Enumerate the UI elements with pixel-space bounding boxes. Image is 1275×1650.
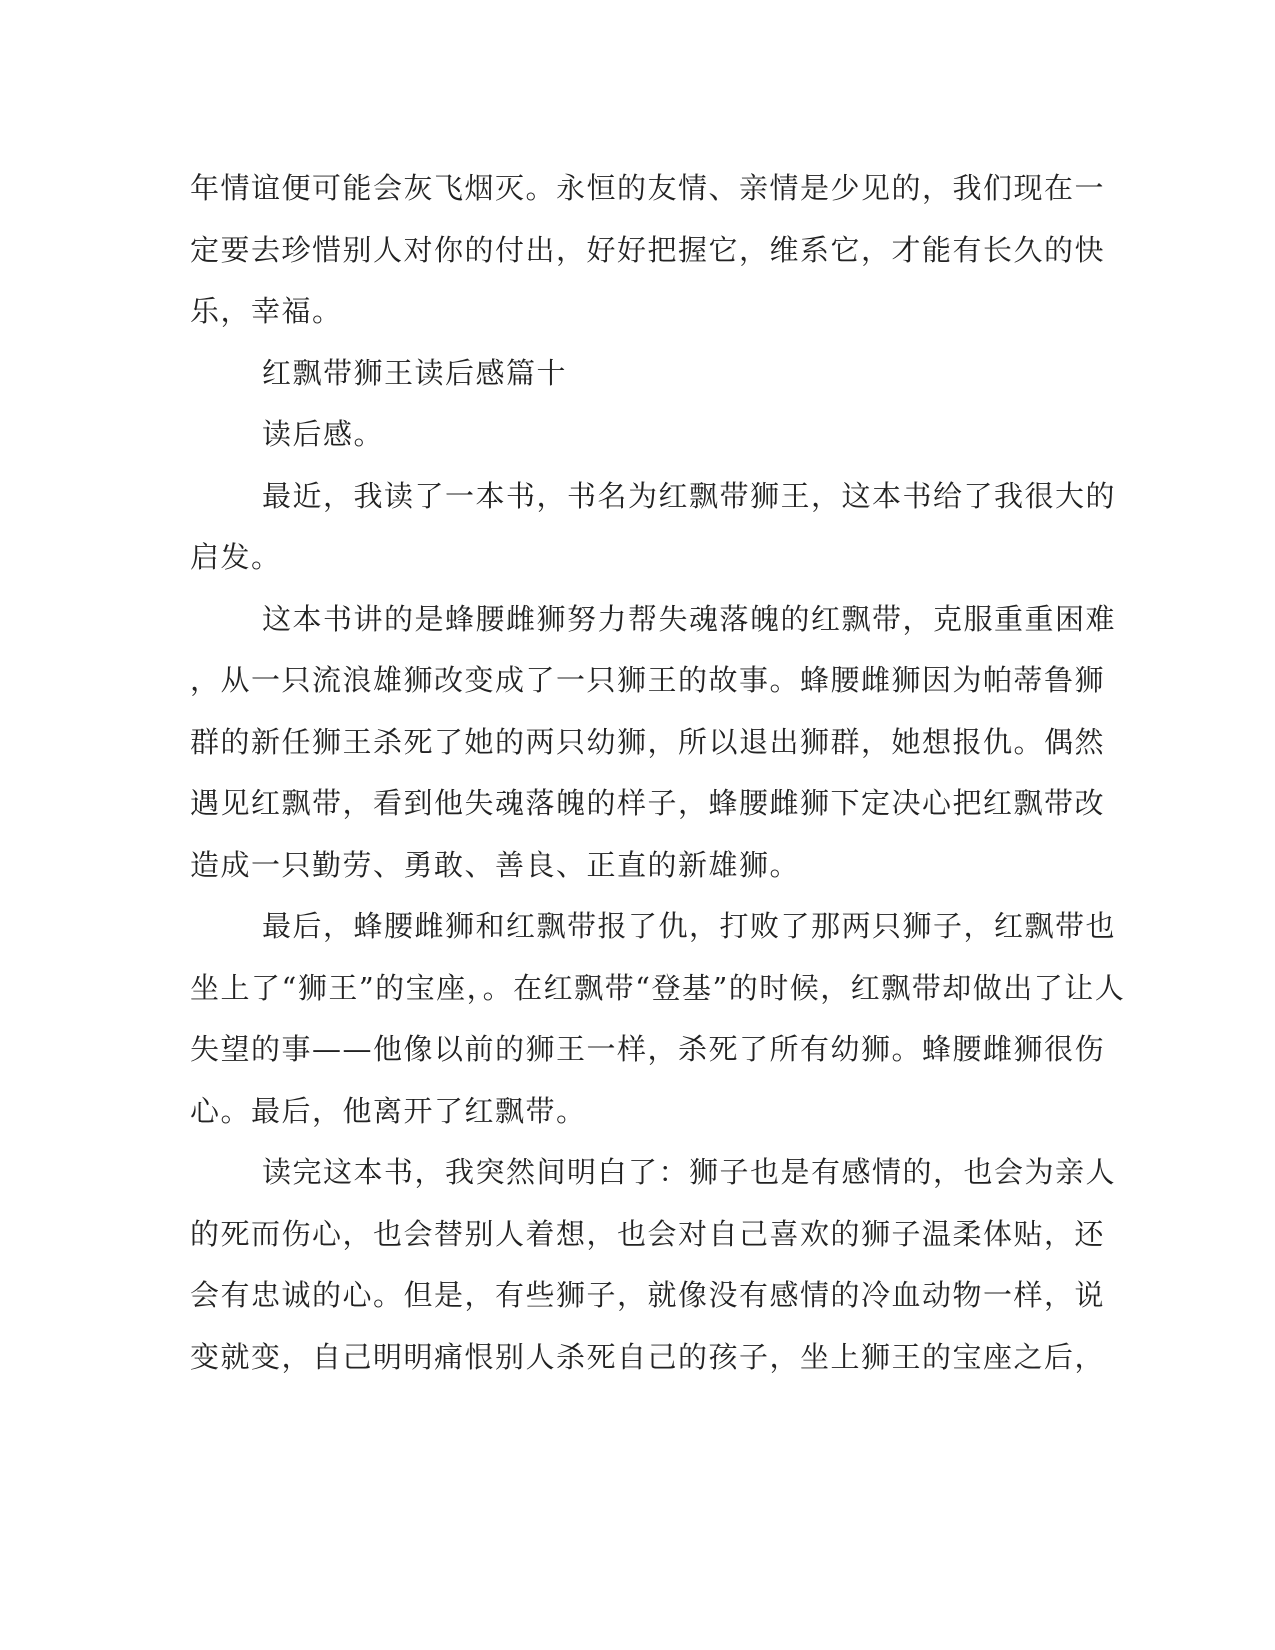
text-line: 乐，幸福。 (190, 294, 343, 328)
section-heading: 红飘带狮王读后感篇十 (262, 355, 568, 390)
text-line: 最近，我读了一本书，书名为红飘带狮王，这本书给了我很大的 (262, 478, 1117, 513)
document-body (190, 158, 1126, 1388)
text-line: 失望的事——他像以前的狮王一样，杀死了所有幼狮。蜂腰雌狮很伤 (190, 1032, 1106, 1066)
text-line: 遇见红飘带，看到他失魂落魄的样子，蜂腰雌狮下定决心把红飘带改 (190, 786, 1106, 820)
text-line: 最后，蜂腰雌狮和红飘带报了仇，打败了那两只狮子，红飘带也 (262, 909, 1117, 943)
text-line: 的死而伤心，也会替别人着想，也会对自己喜欢的狮子温柔体贴，还 (190, 1216, 1106, 1251)
text-line: 启发。 (190, 540, 282, 574)
text-line: 群的新任狮王杀死了她的两只幼狮，所以退出狮群，她想报仇。偶然 (190, 724, 1106, 759)
text-line: ，从一只流浪雄狮改变成了一只狮王的故事。蜂腰雌狮因为帕蒂鲁狮 (190, 663, 1106, 697)
text-line: 心。最后，他离开了红飘带。 (190, 1093, 587, 1128)
text-line: 读后感。 (262, 417, 385, 451)
text-line: 这本书讲的是蜂腰雌狮努力帮失魂落魄的红飘带，克服重重困难 (262, 601, 1117, 636)
text-line: 年情谊便可能会灰飞烟灭。永恒的友情、亲情是少见的，我们现在一 (190, 171, 1106, 205)
text-line: 坐上了“狮王”的宝座，。在红飘带“登基”的时候，红飘带却做出了让人 (190, 970, 1126, 1005)
text-line: 定要去珍惜别人对你的付出，好好把握它，维系它，才能有长久的快 (190, 232, 1106, 267)
text-line: 造成一只勤劳、勇敢、善良、正直的新雄狮。 (190, 847, 801, 882)
text-line: 读完这本书，我突然间明白了：狮子也是有感情的，也会为亲人 (262, 1155, 1117, 1189)
text-line: 会有忠诚的心。但是，有些狮子，就像没有感情的冷血动物一样，说 (190, 1278, 1106, 1312)
text-line: 变就变，自己明明痛恨别人杀死自己的孩子，坐上狮王的宝座之后， (190, 1339, 1106, 1374)
